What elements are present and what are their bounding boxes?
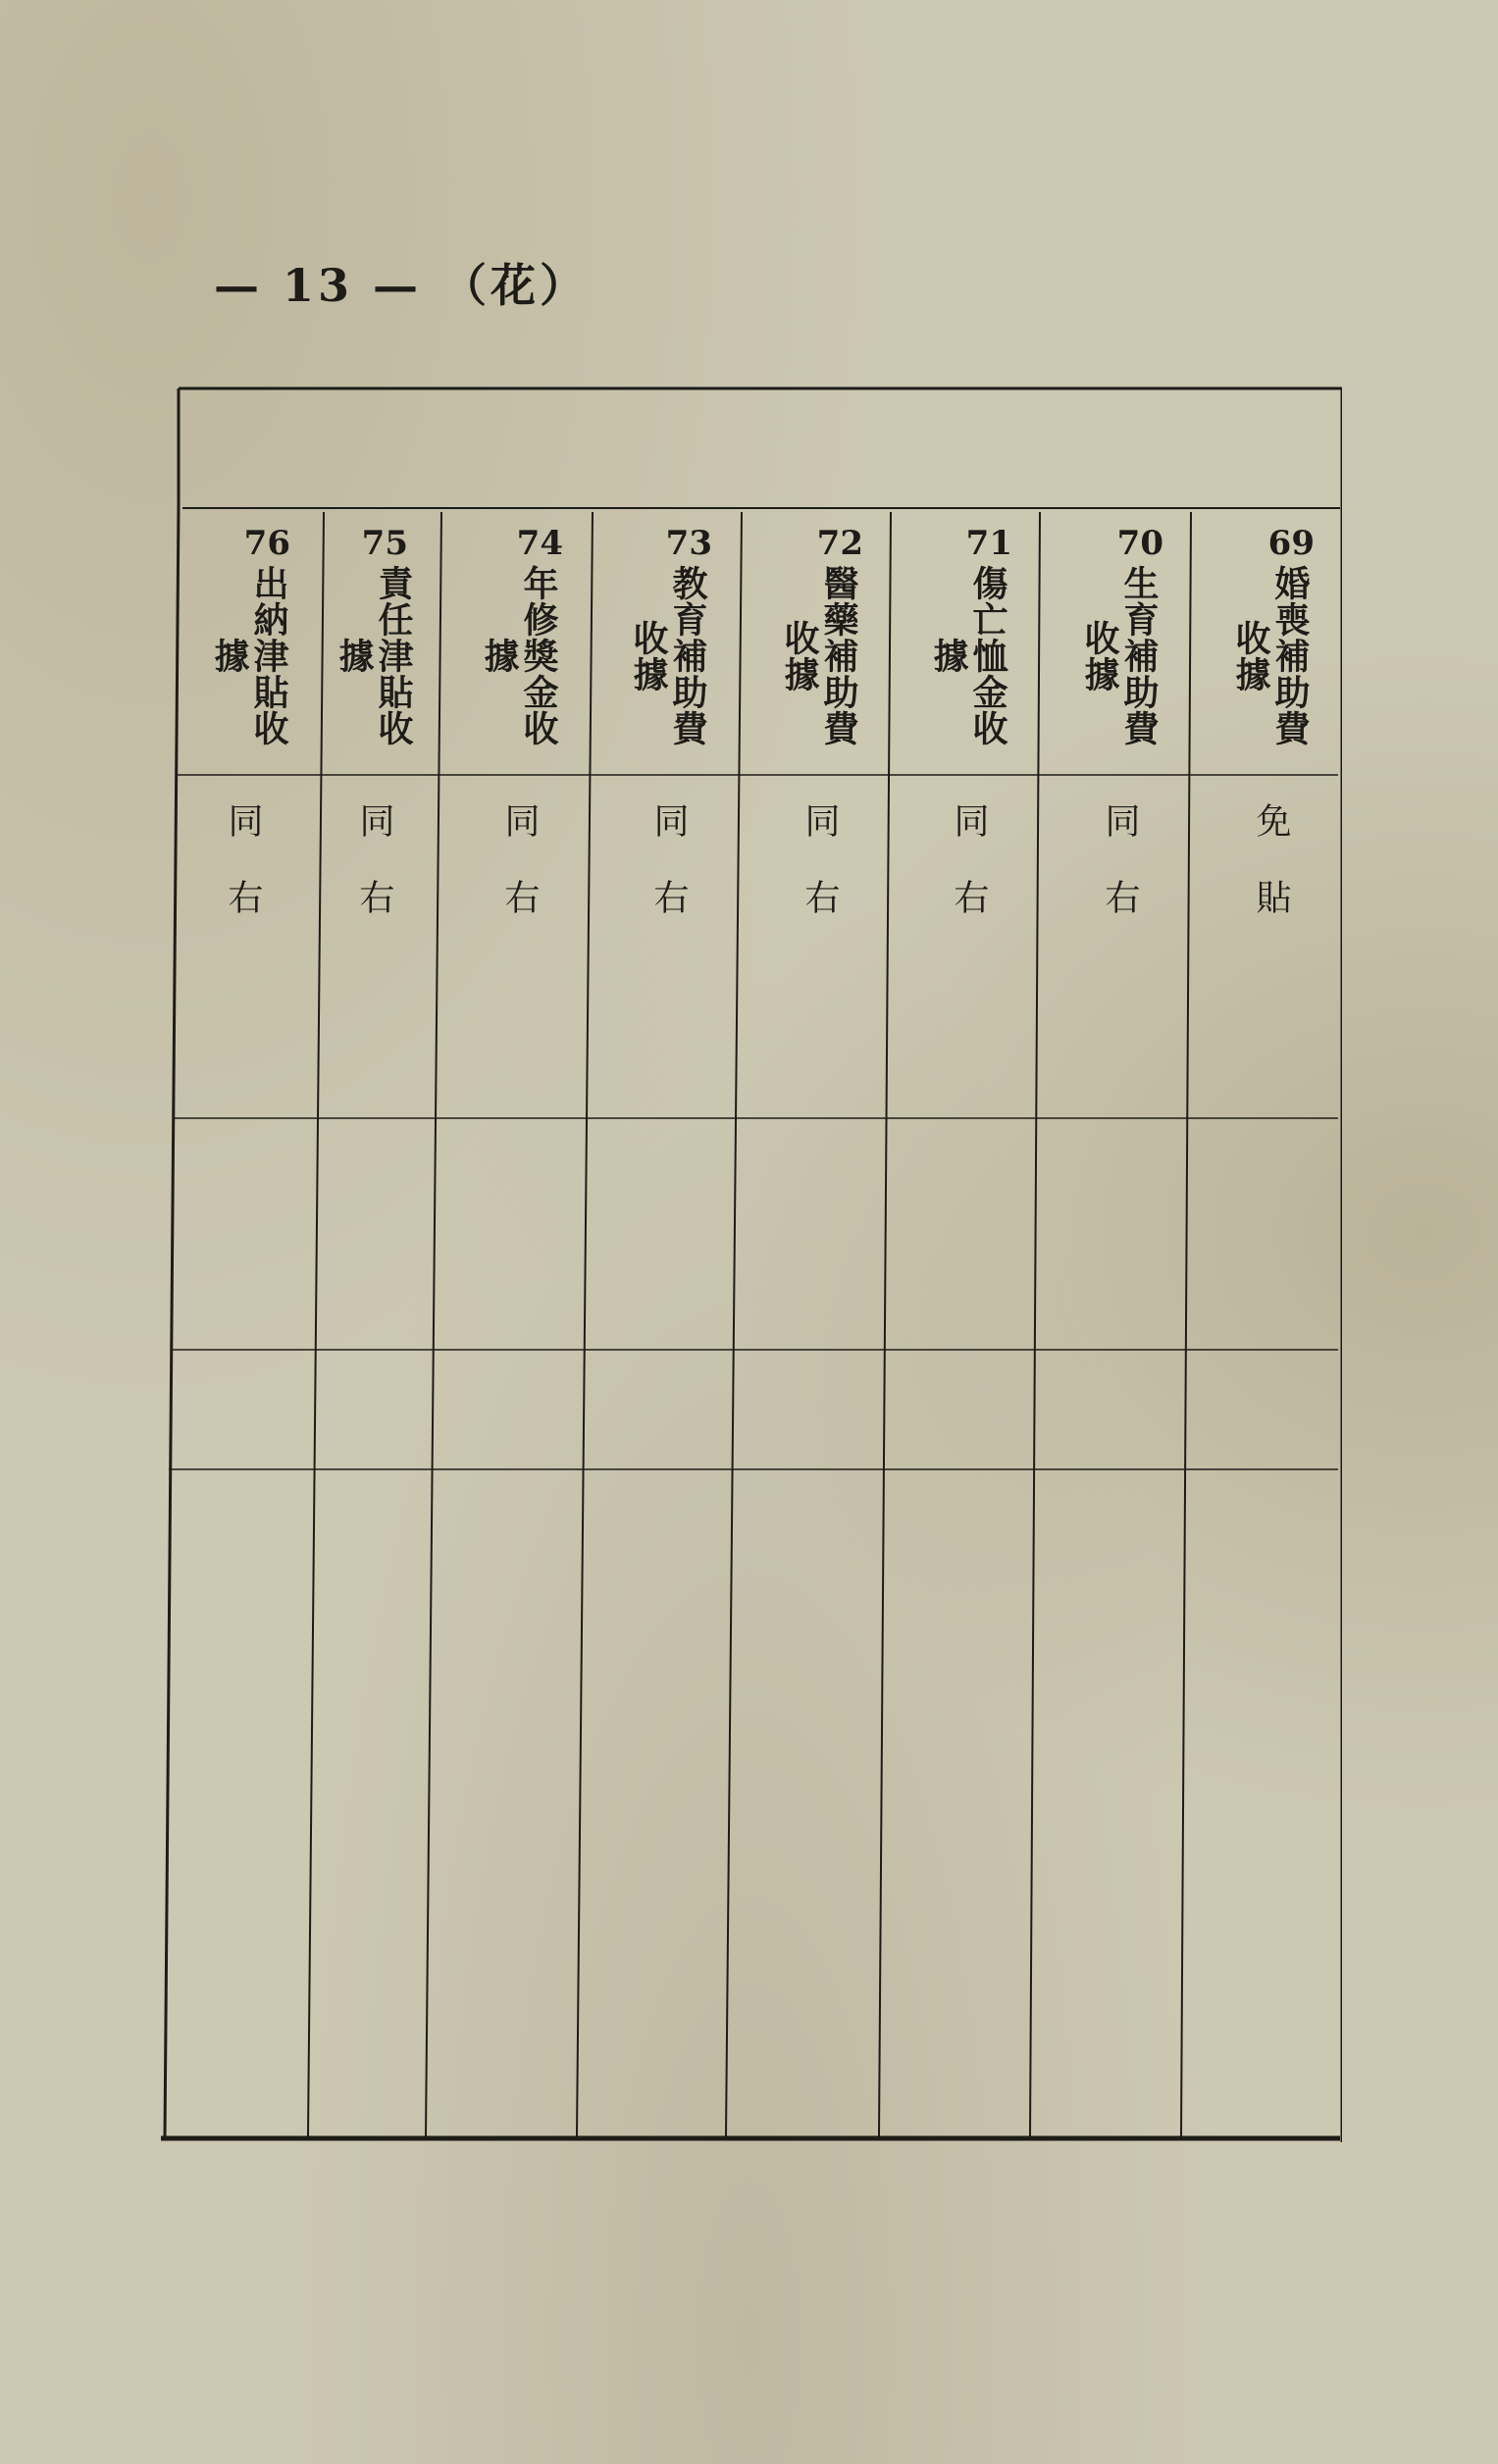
column-header-73	[594, 526, 742, 746]
column-header-72	[746, 526, 893, 746]
column-value-75	[300, 802, 447, 955]
column-title-line2: 收據	[1230, 619, 1271, 693]
column-title-line1: 傷亡恤金收	[967, 565, 1008, 746]
column-value-71	[895, 802, 1042, 955]
column-title-line1: 醫藥補助費	[818, 565, 859, 746]
column-title-line1: 教育補助費	[667, 565, 708, 746]
column-title-line2: 據	[334, 638, 375, 674]
column-value-text: 同右	[1100, 802, 1140, 955]
column-value-text: 同右	[499, 802, 540, 955]
column-number: 73	[665, 524, 712, 563]
column-value-text: 同右	[648, 802, 689, 955]
column-header-70	[1046, 526, 1193, 746]
column-number: 69	[1267, 524, 1315, 563]
column-value-text: 同右	[223, 802, 263, 955]
column-number: 71	[965, 524, 1012, 563]
column-number: 74	[516, 524, 563, 563]
column-value-70	[1046, 802, 1193, 955]
column-title-line2: 收據	[628, 619, 669, 693]
column-number: 75	[361, 524, 408, 563]
column-number: 72	[816, 524, 863, 563]
column-number: 76	[243, 524, 290, 563]
column-header-76	[179, 526, 320, 746]
column-title-line1: 責任津貼收	[373, 565, 414, 746]
column-title-line1: 年修獎金收	[518, 565, 559, 746]
column-title-line2: 據	[479, 638, 520, 674]
column-value-76	[169, 802, 316, 955]
column-title-line2: 收據	[1079, 619, 1120, 693]
column-value-text: 同右	[354, 802, 394, 955]
column-value-text: 同右	[949, 802, 989, 955]
column-title-line1: 婚喪補助費	[1269, 565, 1311, 746]
column-value-74	[445, 802, 593, 955]
stamp-duty-table	[157, 386, 1342, 2142]
column-title-line2: 收據	[779, 619, 820, 693]
column-value-text: 免貼	[1251, 802, 1291, 955]
column-header-75	[310, 526, 438, 746]
column-title-line2: 據	[928, 638, 969, 674]
column-value-69	[1197, 802, 1344, 955]
column-value-72	[746, 802, 893, 955]
column-header-69	[1197, 526, 1344, 746]
column-title-line1: 出納津貼收	[248, 565, 289, 746]
column-number: 70	[1116, 524, 1163, 563]
column-title-line2: 據	[209, 638, 250, 674]
column-value-text: 同右	[800, 802, 840, 955]
column-header-74	[445, 526, 593, 746]
column-value-73	[594, 802, 742, 955]
column-header-71	[895, 526, 1042, 746]
page-number-header: — 13 — （花）	[214, 259, 590, 312]
column-title-line1: 生育補助費	[1118, 565, 1160, 746]
